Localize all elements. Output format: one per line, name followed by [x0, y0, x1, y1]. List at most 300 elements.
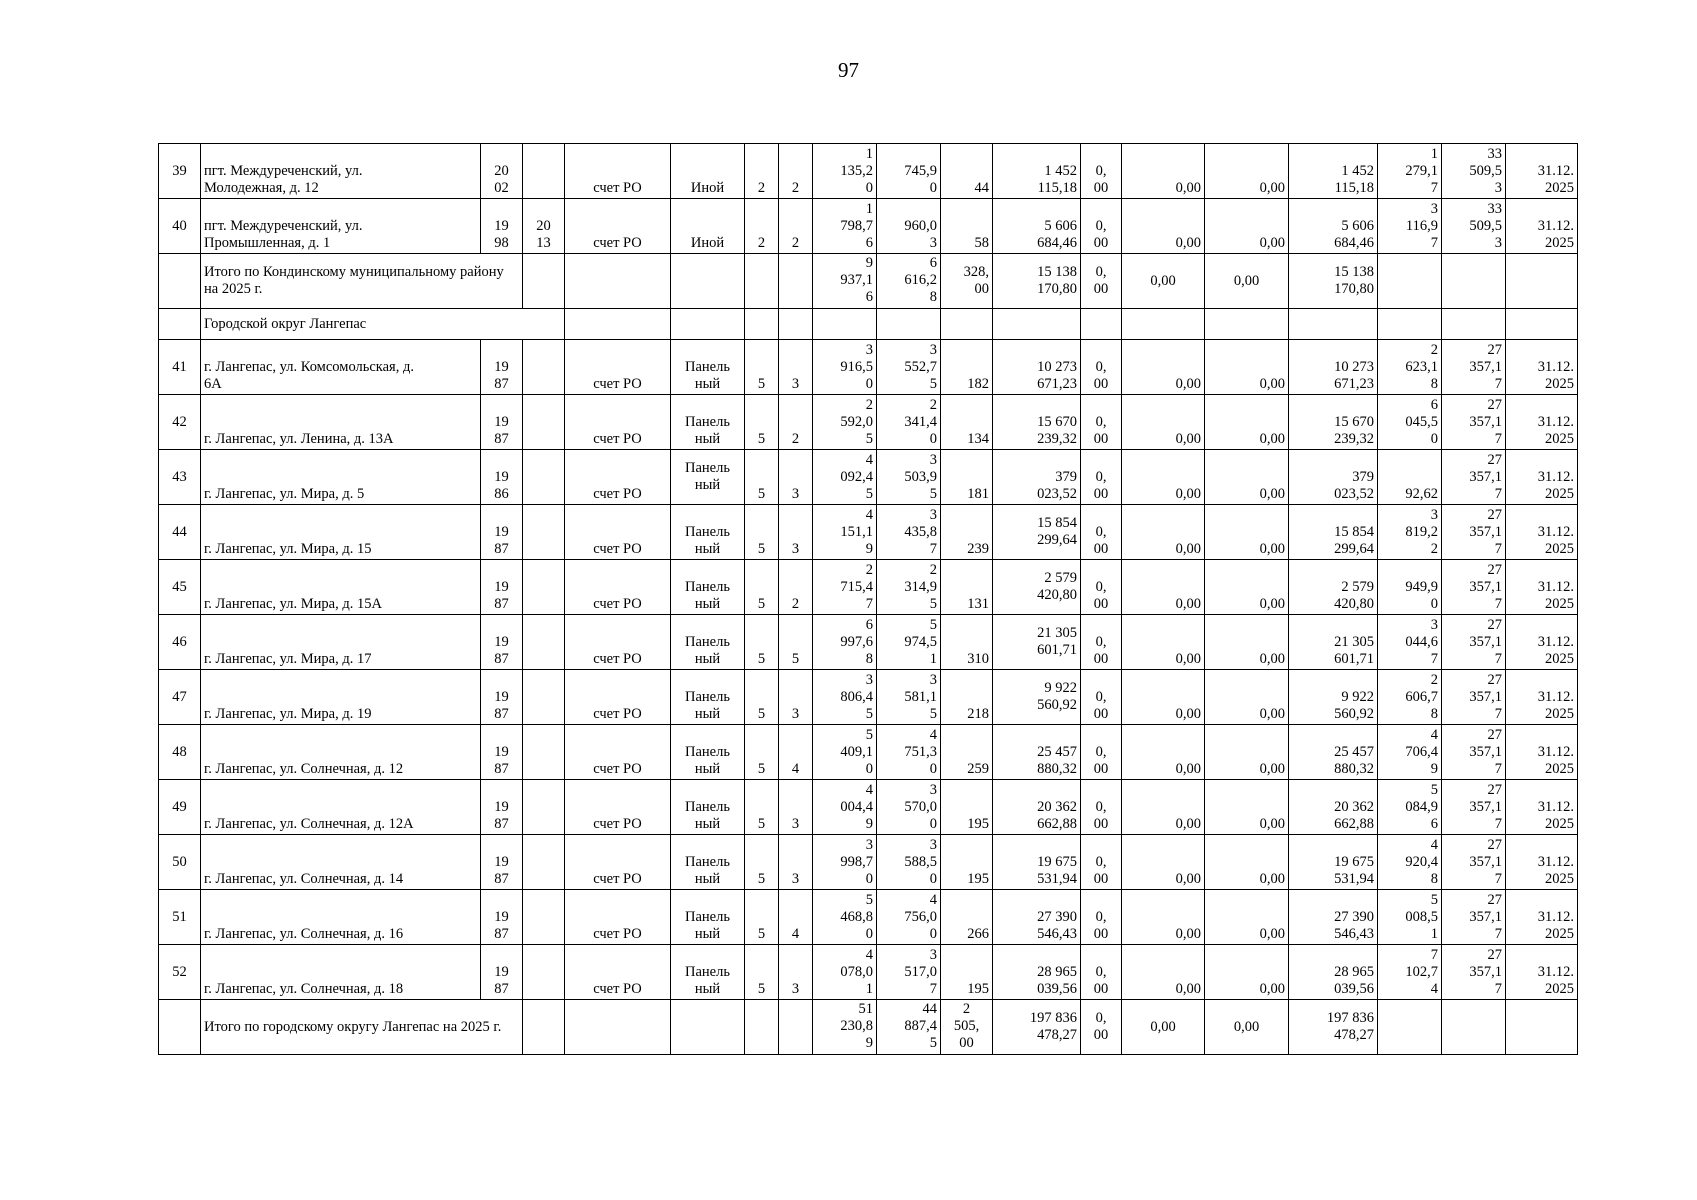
max-unit-cost-cell: 27 357,1 7	[1442, 835, 1506, 890]
year-last-repair-cell	[523, 890, 565, 945]
cost-total-cell: 20 362 662,88	[993, 780, 1081, 835]
floors-cell: 5	[745, 450, 779, 505]
unit-cost-cell: 3 116,9 7	[1378, 199, 1442, 254]
max-unit-cost-cell: 27 357,1 7	[1442, 340, 1506, 395]
cost-fund-cell: 0, 00	[1081, 725, 1122, 780]
floors-cell: 5	[745, 670, 779, 725]
year-last-repair-cell	[523, 395, 565, 450]
address-cell: г. Лангепас, ул. Мира, д. 15	[201, 505, 481, 560]
cost-fund-cell: 0, 00	[1081, 835, 1122, 890]
wall-material-cell: Панель ный	[671, 945, 745, 1000]
cost-budget-cell: 0,00	[1122, 725, 1205, 780]
cost-budget-cell: 0,00	[1122, 615, 1205, 670]
cost-local-cell: 0,00	[1205, 450, 1289, 505]
cost-owners-cell: 19 675 531,94	[1289, 835, 1378, 890]
entrances-cell: 2	[779, 395, 813, 450]
residents-cell: 44	[941, 144, 993, 199]
max-unit-cost-cell: 27 357,1 7	[1442, 450, 1506, 505]
entrances-cell: 4	[779, 890, 813, 945]
cost-owners-cell: 28 965 039,56	[1289, 945, 1378, 1000]
cost-owners-cell: 20 362 662,88	[1289, 780, 1378, 835]
year-last-repair-cell	[523, 725, 565, 780]
cost-fund-cell: 0, 00	[1081, 890, 1122, 945]
year-last-repair-cell	[523, 505, 565, 560]
funding-method-cell: счет РО	[565, 340, 671, 395]
area-total-cell: 5 409,1 0	[813, 725, 877, 780]
max-unit-cost-cell: 27 357,1 7	[1442, 560, 1506, 615]
cost-total-cell: 15 670 239,32	[993, 395, 1081, 450]
wall-material-cell: Панель ный	[671, 835, 745, 890]
funding-method-cell: счет РО	[565, 835, 671, 890]
cost-budget-cell: 0,00	[1122, 780, 1205, 835]
max-unit-cost-cell: 27 357,1 7	[1442, 945, 1506, 1000]
table-body-kondinsky	[159, 144, 1578, 254]
floors-cell: 5	[745, 725, 779, 780]
floors-cell: 5	[745, 560, 779, 615]
unit-cost-cell: 3 044,6 7	[1378, 615, 1442, 670]
row-number-cell: 45	[159, 560, 201, 615]
wall-material-cell: Иной	[671, 144, 745, 199]
year-built-cell: 19 98	[481, 199, 523, 254]
area-total-cell: 6 997,6 8	[813, 615, 877, 670]
area-living-cell: 3 588,5 0	[877, 835, 941, 890]
max-unit-cost-cell: 27 357,1 7	[1442, 780, 1506, 835]
address-cell: г. Лангепас, ул. Мира, д. 17	[201, 615, 481, 670]
funding-method-cell: счет РО	[565, 890, 671, 945]
total-label: Итого по городскому округу Лангепас на 2025 г.	[201, 1000, 523, 1055]
unit-cost-cell: 1 279,1 7	[1378, 144, 1442, 199]
table-row	[159, 835, 1578, 890]
row-number-cell: 40	[159, 199, 201, 254]
year-built-cell: 19 87	[481, 945, 523, 1000]
area-living-cell: 3 581,1 5	[877, 670, 941, 725]
region-heading-row	[159, 309, 1578, 340]
cost-owners-cell: 10 273 671,23	[1289, 340, 1378, 395]
address-cell: пгт. Междуреченский, ул. Промышленная, д. 1	[201, 199, 481, 254]
table-row	[159, 615, 1578, 670]
cost-fund-cell: 0, 00	[1081, 395, 1122, 450]
funding-method-cell: счет РО	[565, 199, 671, 254]
row-number-cell: 50	[159, 835, 201, 890]
floors-cell: 5	[745, 340, 779, 395]
total-row-langepas	[159, 1000, 1578, 1055]
address-cell: г. Лангепас, ул. Ленина, д. 13А	[201, 395, 481, 450]
cost-total-cell: 10 273 671,23	[993, 340, 1081, 395]
cost-local-cell: 0,00	[1205, 615, 1289, 670]
cost-fund-cell: 0, 00	[1081, 199, 1122, 254]
wall-material-cell: Панель ный	[671, 340, 745, 395]
address-cell: пгт. Междуреченский, ул. Молодежная, д. 12	[201, 144, 481, 199]
unit-cost-cell: 949,9 0	[1378, 560, 1442, 615]
year-built-cell: 20 02	[481, 144, 523, 199]
cost-owners-cell: 27 390 546,43	[1289, 890, 1378, 945]
residents-cell: 182	[941, 340, 993, 395]
total-cost-owners: 15 138 170,80	[1289, 254, 1378, 309]
cost-budget-cell: 0,00	[1122, 560, 1205, 615]
total-cost-local: 0,00	[1205, 1000, 1289, 1055]
cost-total-cell: 25 457 880,32	[993, 725, 1081, 780]
row-number-cell: 51	[159, 890, 201, 945]
area-total-cell: 1 135,2 0	[813, 144, 877, 199]
residents-cell: 134	[941, 395, 993, 450]
cost-local-cell: 0,00	[1205, 505, 1289, 560]
cost-fund-cell: 0, 00	[1081, 505, 1122, 560]
residents-cell: 181	[941, 450, 993, 505]
address-cell: г. Лангепас, ул. Солнечная, д. 16	[201, 890, 481, 945]
entrances-cell: 3	[779, 780, 813, 835]
funding-method-cell: счет РО	[565, 615, 671, 670]
address-cell: г. Лангепас, ул. Мира, д. 15А	[201, 560, 481, 615]
cost-local-cell: 0,00	[1205, 560, 1289, 615]
cost-total-cell: 21 305 601,71	[993, 615, 1081, 670]
table-row	[159, 199, 1578, 254]
row-number-cell: 52	[159, 945, 201, 1000]
residents-cell: 310	[941, 615, 993, 670]
cost-fund-cell: 0, 00	[1081, 615, 1122, 670]
wall-material-cell: Панель ный	[671, 780, 745, 835]
total-num-cell	[159, 254, 201, 309]
cost-owners-cell: 1 452 115,18	[1289, 144, 1378, 199]
area-living-cell: 5 974,5 1	[877, 615, 941, 670]
cost-budget-cell: 0,00	[1122, 670, 1205, 725]
wall-material-cell: Панель ный	[671, 560, 745, 615]
year-built-cell: 19 87	[481, 560, 523, 615]
total-label: Итого по Кондинскому муниципальному району на 2025 г.	[201, 254, 523, 309]
max-unit-cost-cell: 27 357,1 7	[1442, 395, 1506, 450]
year-built-cell: 19 87	[481, 725, 523, 780]
row-number-cell: 42	[159, 395, 201, 450]
cost-budget-cell: 0,00	[1122, 340, 1205, 395]
unit-cost-cell: 2 606,7 8	[1378, 670, 1442, 725]
row-number-cell: 43	[159, 450, 201, 505]
entrances-cell: 2	[779, 144, 813, 199]
address-cell: г. Лангепас, ул. Комсомольская, д. 6А	[201, 340, 481, 395]
cost-local-cell: 0,00	[1205, 340, 1289, 395]
area-living-cell: 2 314,9 5	[877, 560, 941, 615]
funding-method-cell: счет РО	[565, 505, 671, 560]
deadline-cell: 31.12. 2025	[1506, 144, 1578, 199]
unit-cost-cell: 4 920,4 8	[1378, 835, 1442, 890]
deadline-cell: 31.12. 2025	[1506, 670, 1578, 725]
total-cost-owners: 197 836 478,27	[1289, 1000, 1378, 1055]
cost-owners-cell: 21 305 601,71	[1289, 615, 1378, 670]
cost-total-cell: 9 922 560,92	[993, 670, 1081, 725]
cost-fund-cell: 0, 00	[1081, 144, 1122, 199]
floors-cell: 2	[745, 144, 779, 199]
table-row	[159, 395, 1578, 450]
address-cell: г. Лангепас, ул. Солнечная, д. 12А	[201, 780, 481, 835]
cost-local-cell: 0,00	[1205, 670, 1289, 725]
total-cost: 197 836 478,27	[993, 1000, 1081, 1055]
total-cost: 15 138 170,80	[993, 254, 1081, 309]
entrances-cell: 3	[779, 670, 813, 725]
residents-cell: 239	[941, 505, 993, 560]
cost-total-cell: 28 965 039,56	[993, 945, 1081, 1000]
area-living-cell: 3 570,0 0	[877, 780, 941, 835]
floors-cell: 5	[745, 615, 779, 670]
unit-cost-cell: 2 623,1 8	[1378, 340, 1442, 395]
cost-owners-cell: 379 023,52	[1289, 450, 1378, 505]
entrances-cell: 3	[779, 340, 813, 395]
floors-cell: 5	[745, 395, 779, 450]
cost-owners-cell: 25 457 880,32	[1289, 725, 1378, 780]
total-area-living: 44 887,4 5	[877, 1000, 941, 1055]
area-total-cell: 2 715,4 7	[813, 560, 877, 615]
cost-budget-cell: 0,00	[1122, 890, 1205, 945]
cost-budget-cell: 0,00	[1122, 505, 1205, 560]
table-row	[159, 505, 1578, 560]
table-row	[159, 144, 1578, 199]
residents-cell: 218	[941, 670, 993, 725]
funding-method-cell: счет РО	[565, 395, 671, 450]
max-unit-cost-cell: 33 509,5 3	[1442, 144, 1506, 199]
funding-method-cell: счет РО	[565, 725, 671, 780]
residents-cell: 58	[941, 199, 993, 254]
cost-local-cell: 0,00	[1205, 199, 1289, 254]
area-living-cell: 960,0 3	[877, 199, 941, 254]
unit-cost-cell: 6 045,5 0	[1378, 395, 1442, 450]
cost-local-cell: 0,00	[1205, 835, 1289, 890]
area-living-cell: 3 517,0 7	[877, 945, 941, 1000]
unit-cost-cell: 4 706,4 9	[1378, 725, 1442, 780]
residents-cell: 131	[941, 560, 993, 615]
cost-total-cell: 2 579 420,80	[993, 560, 1081, 615]
floors-cell: 5	[745, 890, 779, 945]
row-number-cell: 41	[159, 340, 201, 395]
table-row	[159, 725, 1578, 780]
deadline-cell: 31.12. 2025	[1506, 450, 1578, 505]
area-living-cell: 2 341,4 0	[877, 395, 941, 450]
unit-cost-cell: 5 008,5 1	[1378, 890, 1442, 945]
area-living-cell: 4 751,3 0	[877, 725, 941, 780]
table-row	[159, 890, 1578, 945]
cost-fund-cell: 0, 00	[1081, 450, 1122, 505]
unit-cost-cell: 92,62	[1378, 450, 1442, 505]
year-last-repair-cell	[523, 615, 565, 670]
area-total-cell: 3 998,7 0	[813, 835, 877, 890]
entrances-cell: 3	[779, 450, 813, 505]
cost-owners-cell: 15 854 299,64	[1289, 505, 1378, 560]
year-built-cell: 19 87	[481, 505, 523, 560]
max-unit-cost-cell: 27 357,1 7	[1442, 505, 1506, 560]
cost-total-cell: 19 675 531,94	[993, 835, 1081, 890]
page-number: 97	[838, 58, 859, 82]
funding-method-cell: счет РО	[565, 560, 671, 615]
row-number-cell: 47	[159, 670, 201, 725]
entrances-cell: 4	[779, 725, 813, 780]
row-number-cell: 48	[159, 725, 201, 780]
row-number-cell: 46	[159, 615, 201, 670]
wall-material-cell: Панель ный	[671, 670, 745, 725]
deadline-cell: 31.12. 2025	[1506, 505, 1578, 560]
year-last-repair-cell	[523, 670, 565, 725]
total-area-total: 51 230,8 9	[813, 1000, 877, 1055]
wall-material-cell: Иной	[671, 199, 745, 254]
cost-local-cell: 0,00	[1205, 780, 1289, 835]
area-total-cell: 4 078,0 1	[813, 945, 877, 1000]
cost-fund-cell: 0, 00	[1081, 340, 1122, 395]
table-row	[159, 945, 1578, 1000]
cost-owners-cell: 2 579 420,80	[1289, 560, 1378, 615]
total-cost-local: 0,00	[1205, 254, 1289, 309]
cost-local-cell: 0,00	[1205, 725, 1289, 780]
entrances-cell: 3	[779, 835, 813, 890]
cost-local-cell: 0,00	[1205, 144, 1289, 199]
cost-owners-cell: 5 606 684,46	[1289, 199, 1378, 254]
cost-total-cell: 1 452 115,18	[993, 144, 1081, 199]
table-body-totals-kondinsky	[159, 254, 1578, 340]
year-built-cell: 19 86	[481, 450, 523, 505]
year-built-cell: 19 87	[481, 890, 523, 945]
cost-local-cell: 0,00	[1205, 395, 1289, 450]
year-built-cell: 19 87	[481, 780, 523, 835]
year-built-cell: 19 87	[481, 670, 523, 725]
deadline-cell: 31.12. 2025	[1506, 780, 1578, 835]
funding-method-cell: счет РО	[565, 144, 671, 199]
entrances-cell: 3	[779, 945, 813, 1000]
year-built-cell: 19 87	[481, 340, 523, 395]
cost-total-cell: 27 390 546,43	[993, 890, 1081, 945]
area-total-cell: 4 151,1 9	[813, 505, 877, 560]
cost-total-cell: 15 854 299,64	[993, 505, 1081, 560]
year-last-repair-cell	[523, 780, 565, 835]
cost-fund-cell: 0, 00	[1081, 670, 1122, 725]
cost-budget-cell: 0,00	[1122, 450, 1205, 505]
area-total-cell: 4 004,4 9	[813, 780, 877, 835]
address-cell: г. Лангепас, ул. Солнечная, д. 12	[201, 725, 481, 780]
cost-budget-cell: 0,00	[1122, 199, 1205, 254]
wall-material-cell: Панель ный	[671, 890, 745, 945]
floors-cell: 5	[745, 835, 779, 890]
floors-cell: 5	[745, 945, 779, 1000]
row-number-cell: 49	[159, 780, 201, 835]
area-total-cell: 5 468,8 0	[813, 890, 877, 945]
max-unit-cost-cell: 33 509,5 3	[1442, 199, 1506, 254]
total-area-total: 9 937,1 6	[813, 254, 877, 309]
entrances-cell: 2	[779, 560, 813, 615]
cost-owners-cell: 15 670 239,32	[1289, 395, 1378, 450]
cost-fund-cell: 0, 00	[1081, 780, 1122, 835]
cost-budget-cell: 0,00	[1122, 144, 1205, 199]
wall-material-cell: Панель ный	[671, 450, 745, 505]
address-cell: г. Лангепас, ул. Солнечная, д. 14	[201, 835, 481, 890]
total-cost-budget: 0,00	[1122, 254, 1205, 309]
area-total-cell: 1 798,7 6	[813, 199, 877, 254]
region-heading: Городской округ Лангепас	[201, 309, 565, 340]
area-living-cell: 3 435,8 7	[877, 505, 941, 560]
cost-budget-cell: 0,00	[1122, 835, 1205, 890]
area-total-cell: 2 592,0 5	[813, 395, 877, 450]
table-row	[159, 560, 1578, 615]
cost-owners-cell: 9 922 560,92	[1289, 670, 1378, 725]
wall-material-cell: Панель ный	[671, 505, 745, 560]
cost-local-cell: 0,00	[1205, 945, 1289, 1000]
table-row	[159, 340, 1578, 395]
total-residents: 2 505, 00	[941, 1000, 993, 1055]
wall-material-cell: Панель ный	[671, 725, 745, 780]
max-unit-cost-cell: 27 357,1 7	[1442, 725, 1506, 780]
cost-total-cell: 379 023,52	[993, 450, 1081, 505]
area-total-cell: 4 092,4 5	[813, 450, 877, 505]
entrances-cell: 3	[779, 505, 813, 560]
cost-fund-cell: 0, 00	[1081, 560, 1122, 615]
entrances-cell: 2	[779, 199, 813, 254]
funding-method-cell: счет РО	[565, 450, 671, 505]
table-row	[159, 780, 1578, 835]
row-number-cell: 39	[159, 144, 201, 199]
deadline-cell: 31.12. 2025	[1506, 615, 1578, 670]
floors-cell: 2	[745, 199, 779, 254]
cost-local-cell: 0,00	[1205, 890, 1289, 945]
max-unit-cost-cell: 27 357,1 7	[1442, 615, 1506, 670]
area-total-cell: 3 806,4 5	[813, 670, 877, 725]
year-last-repair-cell	[523, 835, 565, 890]
total-residents: 328, 00	[941, 254, 993, 309]
unit-cost-cell: 7 102,7 4	[1378, 945, 1442, 1000]
floors-cell: 5	[745, 505, 779, 560]
area-total-cell: 3 916,5 0	[813, 340, 877, 395]
cost-fund-cell: 0, 00	[1081, 945, 1122, 1000]
deadline-cell: 31.12. 2025	[1506, 560, 1578, 615]
residents-cell: 195	[941, 945, 993, 1000]
deadline-cell: 31.12. 2025	[1506, 395, 1578, 450]
table-body-langepas	[159, 340, 1578, 1000]
total-cost-fund: 0, 00	[1081, 254, 1122, 309]
area-living-cell: 3 503,9 5	[877, 450, 941, 505]
total-row-kondinsky	[159, 254, 1578, 309]
year-built-cell: 19 87	[481, 395, 523, 450]
table-row	[159, 670, 1578, 725]
entrances-cell: 5	[779, 615, 813, 670]
total-area-living: 6 616,2 8	[877, 254, 941, 309]
funding-method-cell: счет РО	[565, 670, 671, 725]
floors-cell: 5	[745, 780, 779, 835]
deadline-cell: 31.12. 2025	[1506, 890, 1578, 945]
year-last-repair-cell: 20 13	[523, 199, 565, 254]
year-last-repair-cell	[523, 450, 565, 505]
area-living-cell: 4 756,0 0	[877, 890, 941, 945]
year-last-repair-cell	[523, 560, 565, 615]
year-last-repair-cell	[523, 144, 565, 199]
address-cell: г. Лангепас, ул. Солнечная, д. 18	[201, 945, 481, 1000]
cost-budget-cell: 0,00	[1122, 945, 1205, 1000]
deadline-cell: 31.12. 2025	[1506, 340, 1578, 395]
year-built-cell: 19 87	[481, 835, 523, 890]
year-last-repair-cell	[523, 340, 565, 395]
table-row	[159, 450, 1578, 505]
row-number-cell: 44	[159, 505, 201, 560]
year-last-repair-cell	[523, 945, 565, 1000]
max-unit-cost-cell: 27 357,1 7	[1442, 670, 1506, 725]
wall-material-cell: Панель ный	[671, 395, 745, 450]
year-built-cell: 19 87	[481, 615, 523, 670]
total-cost-budget: 0,00	[1122, 1000, 1205, 1055]
funding-method-cell: счет РО	[565, 945, 671, 1000]
deadline-cell: 31.12. 2025	[1506, 725, 1578, 780]
residents-cell: 266	[941, 890, 993, 945]
residents-cell: 195	[941, 780, 993, 835]
max-unit-cost-cell: 27 357,1 7	[1442, 890, 1506, 945]
cost-budget-cell: 0,00	[1122, 395, 1205, 450]
wall-material-cell: Панель ный	[671, 615, 745, 670]
residents-cell: 195	[941, 835, 993, 890]
unit-cost-cell: 5 084,9 6	[1378, 780, 1442, 835]
address-cell: г. Лангепас, ул. Мира, д. 5	[201, 450, 481, 505]
residents-cell: 259	[941, 725, 993, 780]
deadline-cell: 31.12. 2025	[1506, 835, 1578, 890]
total-cost-fund: 0, 00	[1081, 1000, 1122, 1055]
funding-method-cell: счет РО	[565, 780, 671, 835]
